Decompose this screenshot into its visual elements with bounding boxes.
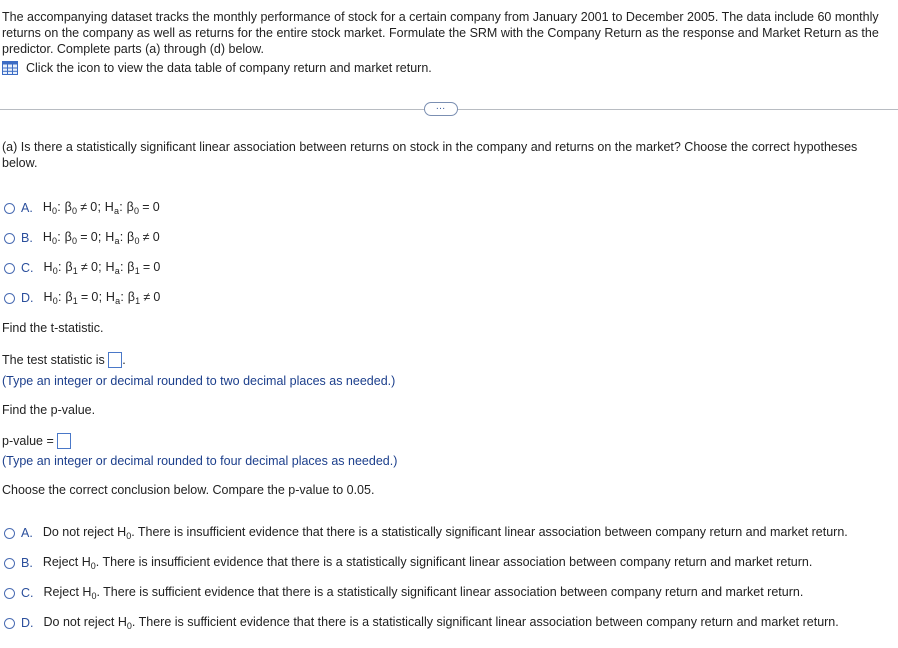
conclusion-option[interactable]	[4, 608, 848, 638]
h0-sub: 0	[52, 236, 58, 246]
h0-param: β	[65, 290, 73, 304]
find-t-label: Find the t-statistic.	[2, 321, 104, 335]
option-letter: A.	[21, 526, 33, 540]
h0-label: H	[42, 200, 53, 214]
h0-sub: 0	[52, 266, 58, 276]
radio-button[interactable]	[4, 558, 15, 569]
ha-relation: ≠	[143, 290, 151, 304]
h0-sub: 0	[52, 206, 58, 216]
ha-param-index: 0	[134, 236, 140, 246]
colon: :	[119, 200, 127, 214]
find-p-label: Find the p-value.	[2, 403, 96, 417]
ha-value: 0	[152, 230, 160, 244]
conclusion-text	[44, 585, 804, 601]
hypothesis-option[interactable]	[4, 193, 161, 223]
ha-relation: =	[142, 260, 151, 274]
data-table-link-text[interactable]: Click the icon to view the data table of company return and market return.	[26, 61, 432, 75]
conclusion-decision: Reject H	[42, 555, 91, 569]
p-value-row	[2, 433, 71, 449]
h0-relation: ≠	[80, 260, 88, 274]
ha-value: 0	[153, 290, 161, 304]
radio-button[interactable]	[4, 588, 15, 599]
expand-more-button[interactable]	[424, 102, 458, 116]
h0-sub: 0	[126, 621, 132, 631]
conclusion-text	[44, 615, 839, 631]
colon: :	[57, 290, 66, 304]
conclusion-options	[4, 518, 848, 638]
conclusion-option[interactable]	[4, 518, 848, 548]
t-statistic-row: The test statistic is .	[2, 353, 126, 367]
conclusion-text	[43, 555, 813, 571]
conclusion-decision: Do not reject H	[43, 615, 127, 629]
hypothesis-option[interactable]	[4, 283, 161, 313]
h0-value: 0;	[90, 200, 105, 214]
ha-value: 0	[153, 260, 161, 274]
conclusion-rest: . There is insufficient evidence that there is a statistically significant linear association between company return and market return.	[131, 525, 848, 539]
h0-sub: 0	[91, 591, 97, 601]
hypothesis-text	[43, 200, 160, 216]
option-letter: C.	[21, 586, 34, 600]
problem-intro: The accompanying dataset tracks the monthly performance of stock for a certain company from January 2001 to December 2005. The data include 60 monthly returns on the company as well as returns for the entire stock market. Formulate the SRM with the Company Return as the response and Market Return as the predictor. Complete parts (a) through (d) below.	[2, 10, 879, 56]
h0-param-index: 1	[72, 266, 78, 276]
ellipsis-icon: …	[435, 101, 447, 112]
t-statistic-input[interactable]	[108, 352, 122, 368]
option-letter: A.	[21, 201, 33, 215]
hypothesis-option[interactable]	[4, 223, 161, 253]
h0-sub: 0	[90, 561, 96, 571]
p-value-prompt: p-value =	[2, 434, 54, 448]
conclusion-option[interactable]	[4, 548, 848, 578]
h0-relation: ≠	[80, 200, 88, 214]
option-letter: D.	[21, 616, 34, 630]
conclusion-decision: Do not reject H	[42, 525, 127, 539]
radio-button[interactable]	[4, 293, 15, 304]
ha-param-index: 0	[134, 206, 140, 216]
colon: :	[119, 230, 128, 244]
h0-sub: 0	[126, 531, 132, 541]
colon: :	[57, 260, 66, 274]
p-value-input[interactable]	[57, 433, 71, 449]
ha-param-index: 1	[134, 266, 140, 276]
hypothesis-text	[44, 260, 161, 276]
h0-label: H	[42, 230, 53, 244]
h0-param: β	[64, 230, 73, 244]
hypotheses-options	[4, 193, 161, 313]
ha-value: 0	[152, 200, 160, 214]
option-letter: D.	[21, 291, 34, 305]
ha-sub: a	[114, 206, 120, 216]
ha-label: H	[104, 200, 115, 214]
h0-param-index: 0	[72, 206, 78, 216]
ha-sub: a	[114, 236, 120, 246]
ha-label: H	[105, 290, 116, 304]
option-letter: B.	[21, 231, 33, 245]
ha-label: H	[105, 230, 115, 244]
h0-value: 0;	[90, 260, 106, 274]
ha-param: β	[127, 290, 136, 304]
h0-param: β	[64, 200, 73, 214]
radio-button[interactable]	[4, 233, 15, 244]
ha-relation: ≠	[142, 230, 150, 244]
radio-button[interactable]	[4, 618, 15, 629]
ha-sub: a	[115, 296, 121, 306]
hypothesis-text	[44, 290, 161, 306]
data-table-link[interactable]	[2, 61, 432, 75]
h0-param-index: 1	[72, 296, 78, 306]
t-statistic-note: (Type an integer or decimal rounded to two decimal places as needed.)	[2, 374, 396, 388]
h0-sub: 0	[52, 296, 58, 306]
colon: :	[119, 260, 128, 274]
ha-param: β	[127, 260, 135, 274]
ha-relation: =	[142, 200, 150, 214]
colon: :	[57, 230, 65, 244]
ha-param-index: 1	[135, 296, 141, 306]
ha-param: β	[127, 230, 135, 244]
hypothesis-option[interactable]	[4, 253, 161, 283]
part-a-question: (a) Is there a statistically significant linear association between returns on stock in the company and returns on the market? Choose the correct hypotheses below.	[2, 140, 858, 170]
option-letter: B.	[21, 556, 33, 570]
conclusion-rest: . There is insufficient evidence that there is a statistically significant linear association between company return and market return.	[95, 555, 813, 569]
conclusion-decision: Reject H	[43, 585, 92, 599]
h0-relation: =	[80, 230, 88, 244]
ha-label: H	[105, 260, 115, 274]
conclusion-prompt: Choose the correct conclusion below. Compare the p-value to 0.05.	[2, 483, 375, 497]
t-statistic-prompt: The test statistic is	[2, 353, 105, 367]
h0-label: H	[43, 290, 53, 304]
conclusion-text	[43, 525, 848, 541]
h0-param-index: 0	[72, 236, 78, 246]
radio-button[interactable]	[4, 263, 15, 274]
table-grid-icon[interactable]	[2, 61, 18, 75]
radio-button[interactable]	[4, 528, 15, 539]
colon: :	[120, 290, 128, 304]
h0-param: β	[65, 260, 73, 274]
h0-value: 0;	[91, 290, 106, 304]
colon: :	[57, 200, 65, 214]
radio-button[interactable]	[4, 203, 15, 214]
ha-sub: a	[114, 266, 120, 276]
p-value-note: (Type an integer or decimal rounded to four decimal places as needed.)	[2, 454, 398, 468]
hypothesis-text	[43, 230, 160, 246]
h0-label: H	[43, 260, 53, 274]
option-letter: C.	[21, 261, 34, 275]
conclusion-option[interactable]	[4, 578, 848, 608]
conclusion-rest: . There is sufficient evidence that there is a statistically significant linear association between company return and market return.	[131, 615, 839, 629]
ha-param: β	[126, 200, 134, 214]
conclusion-rest: . There is sufficient evidence that there is a statistically significant linear association between company return and market return.	[96, 585, 804, 599]
h0-value: 0;	[90, 230, 106, 244]
h0-relation: =	[80, 290, 89, 304]
